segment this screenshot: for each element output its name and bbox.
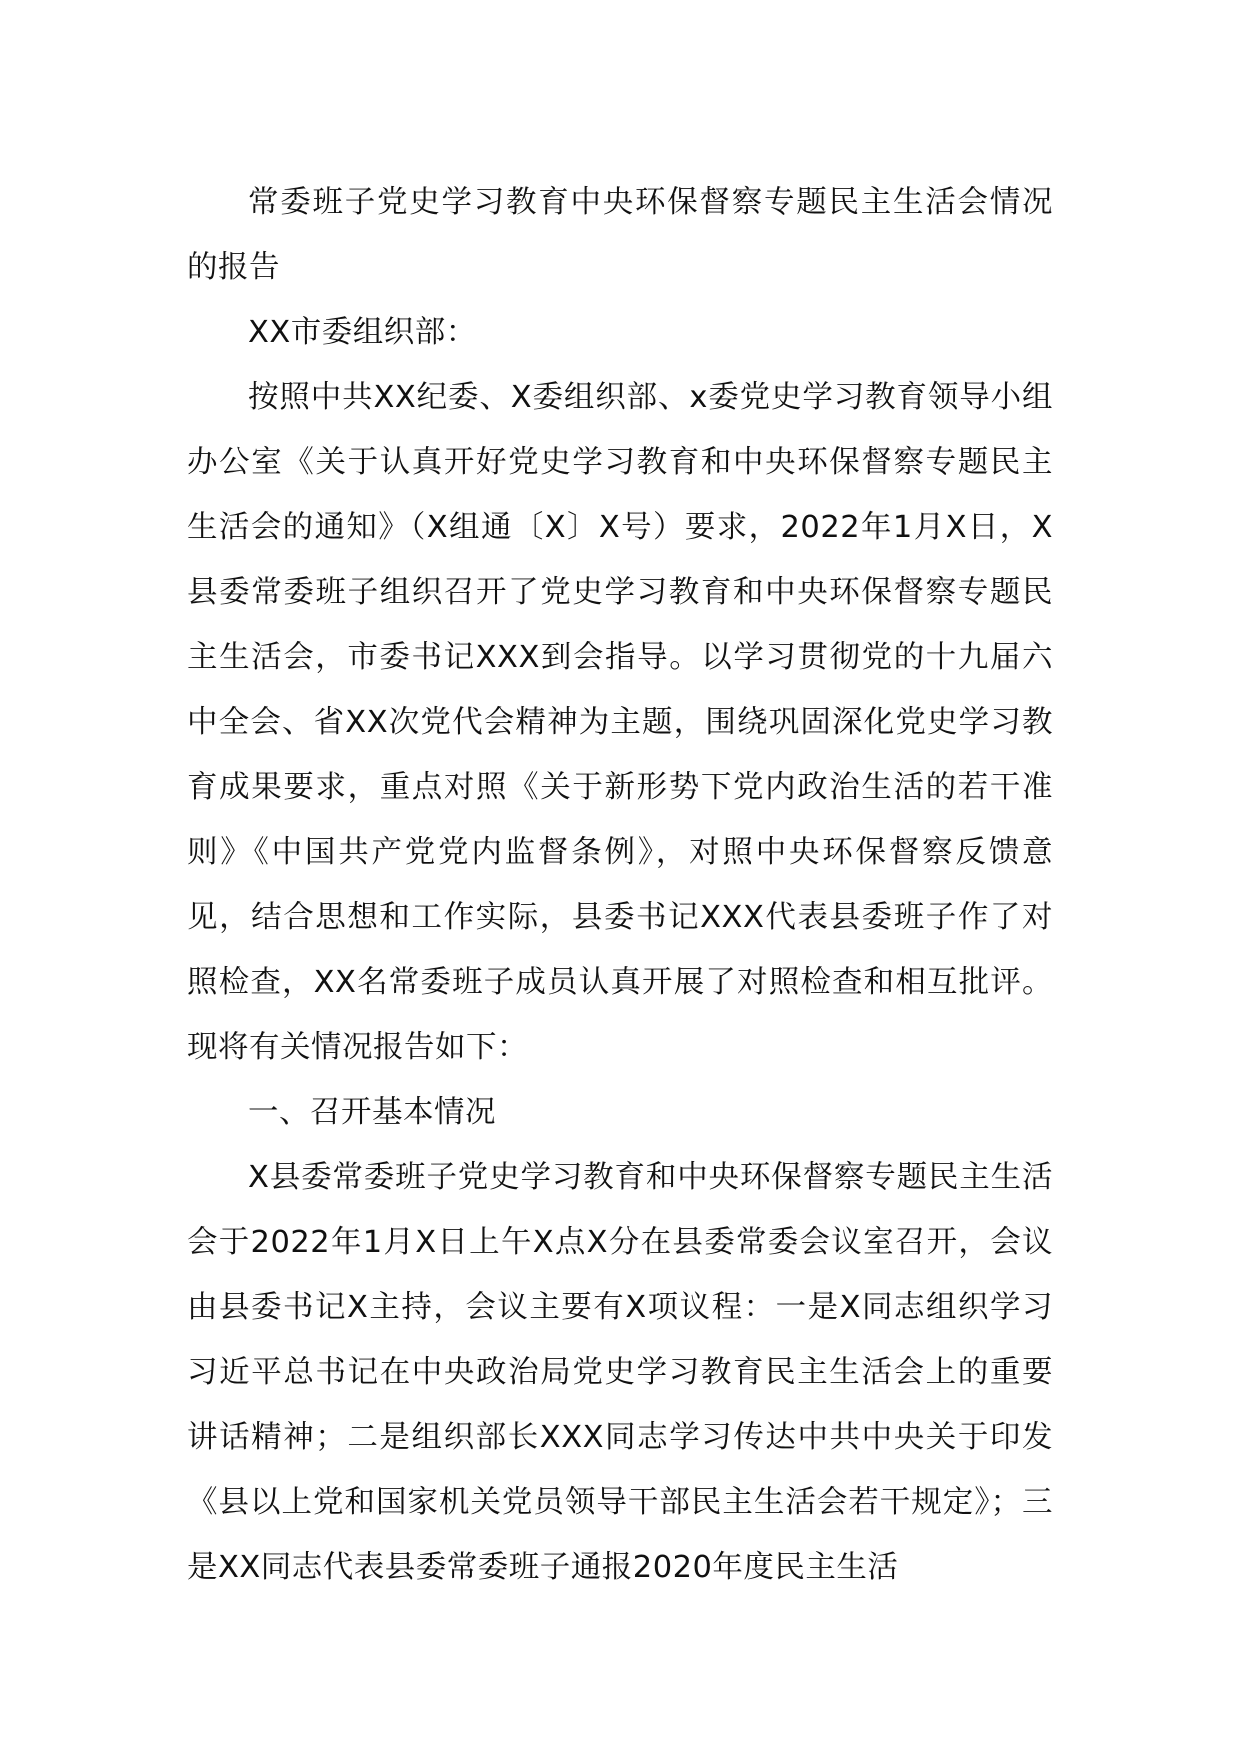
paragraph-intro: 按照中共XX纪委、X委组织部、x委党史学习教育领导小组办公室《关于认真开好党史学习教育和中央环保督察专题民主生活会的通知》（X组通〔X〕X号）要求，2022年1月X日，X县委常委班子组织召开了党史学习教育和中央环保督察专题民主生活会，市委书记XXX到会指导。以学习贯彻党的十九届六中全会、省XX次党代会精神为主题，围绕巩固深化党史学习教育成果要求，重点对照《关于新形势下党内政治生活的若干准则》《中国共产党党内监督条例》，对照中央环保督察反馈意见，结合思想和工作实际，县委书记XXX代表县委班子作了对照检查，XX名常委班子成员认真开展了对照检查和相互批评。现将有关情况报告如下： (187, 380, 1053, 1065)
document-body (187, 170, 1053, 1600)
paragraph-meeting: X县委常委班子党史学习教育和中央环保督察专题民主生活会于2022年1月X日上午X点X分在县委常委会议室召开，会议由县委书记X主持，会议主要有X项议程：一是X同志组织学习习近平总书记在中央政治局党史学习教育民主生活会上的重要讲话精神；二是组织部长XXX同志学习传达中共中央关于印发《县以上党和国家机关党员领导干部民主生活会若干规定》；三是XX同志代表县委常委班子通报2020年度民主生活 (187, 1160, 1053, 1585)
section-heading: 一、召开基本情况 (248, 1095, 496, 1130)
document-title: 常委班子党史学习教育中央环保督察专题民主生活会情况的报告 (187, 185, 1053, 285)
salutation: XX市委组织部： (248, 315, 477, 350)
